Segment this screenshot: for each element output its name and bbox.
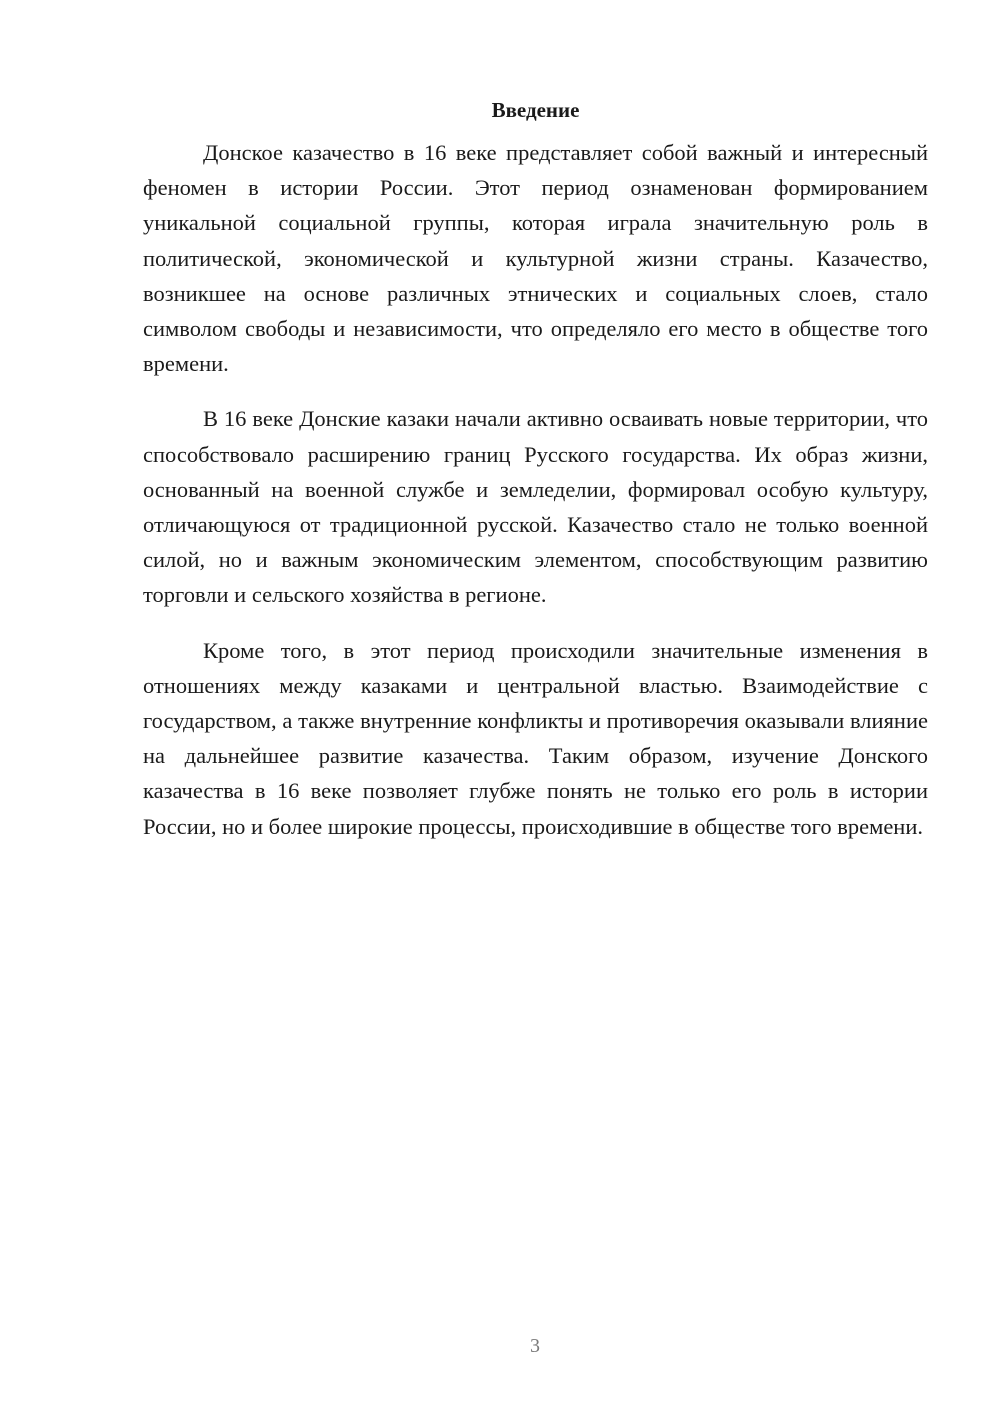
- paragraph-1: Донское казачество в 16 веке представляет собой важный и интересный феномен в истории России. Этот период ознаменован формированием уникальной социальной группы, которая играла значительную роль в политической, экономической и культурной жизни страны. Казачество, возникшее на основе различных этнических и социальных слоев, стало символом свободы и независимости, что определяло его место в обществе того времени.: [143, 140, 928, 377]
- paragraph-2: В 16 веке Донские казаки начали активно осваивать новые территории, что способствовало расширению границ Русского государства. Их образ жизни, основанный на военной службе и земледелии, формировал особую культуру, отличающуюся от традиционной русской. Казачество стало не только военной силой, но и важным экономическим элементом, способствующим развитию торговли и сельского хозяйства в регионе.: [143, 406, 928, 608]
- section-title: Введение: [491, 98, 580, 122]
- paragraph-3: Кроме того, в этот период происходили значительные изменения в отношениях между казаками и центральной властью. Взаимодействие с государством, а также внутренние конфликты и противоречия оказывали влияние на дальнейшее развитие казачества. Таким образом, изучение Донского казачества в 16 веке позволяет глубже понять не только его роль в истории России, но и более широкие процессы, происходившие в обществе того времени.: [143, 637, 928, 839]
- page-content: [143, 95, 928, 864]
- page-number: 3: [530, 1335, 540, 1357]
